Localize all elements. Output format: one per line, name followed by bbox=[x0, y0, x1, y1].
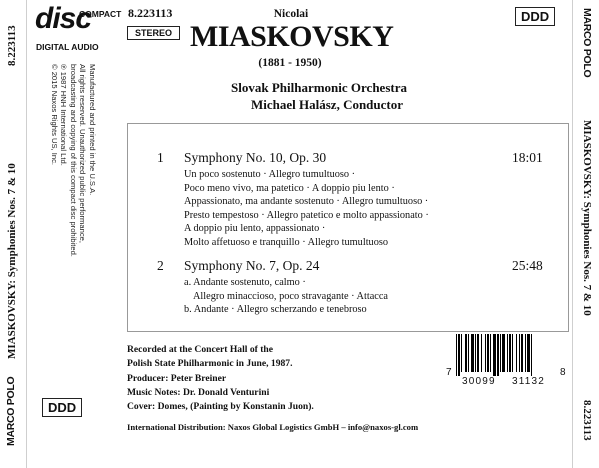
movement-line: Allegro minaccioso, poco stravagante · Attacca bbox=[193, 290, 388, 302]
composer-first-name: Nicolai bbox=[273, 8, 309, 20]
left-spine-label: MARCO POLO bbox=[5, 376, 17, 446]
legal-line: broadcasting and copying of this compact disc prohibited. bbox=[68, 64, 78, 257]
barcode-bar bbox=[502, 334, 505, 372]
right-spine-catalog-number: 8.223113 bbox=[581, 400, 593, 441]
barcode-bar bbox=[477, 334, 479, 372]
credit-line: Cover: Domes, (Painting by Konstanin Juon). bbox=[127, 401, 314, 413]
legal-line: ℗ 1987 HNH International Ltd. bbox=[59, 64, 69, 166]
stereo-label: STEREO bbox=[135, 28, 173, 38]
barcode-bar bbox=[468, 334, 469, 372]
movement-line: Appassionato, ma andante sostenuto · Allegro tumultuoso · bbox=[184, 196, 429, 208]
work-title: Symphony No. 10, Op. 30 bbox=[184, 150, 327, 165]
barcode-bar bbox=[465, 334, 467, 372]
work-duration: 25:48 bbox=[512, 258, 543, 273]
barcode-bar bbox=[485, 334, 486, 372]
barcode-group-2: 31132 bbox=[512, 376, 546, 387]
credits bbox=[127, 343, 314, 414]
left-spine bbox=[0, 0, 27, 468]
movement-line: Molto affetuoso e tranquillo · Allegro tumultuoso bbox=[184, 236, 389, 248]
barcode-bar bbox=[516, 334, 517, 372]
movement-line: Presto tempestoso · Allegro patetico e molto appassionato · bbox=[184, 209, 429, 221]
legal-line: All rights reserved. Unauthorized public performance, bbox=[78, 64, 88, 243]
work-duration: 18:01 bbox=[512, 150, 543, 165]
movement-line: Poco meno vivo, ma patetico · A doppio piu lento · bbox=[184, 182, 395, 194]
footer-ddd-badge bbox=[42, 398, 82, 417]
credit-line: Recorded at the Concert Hall of the bbox=[127, 344, 274, 355]
barcode-bar bbox=[512, 334, 513, 372]
movement-list bbox=[184, 276, 388, 317]
distribution-line: International Distribution: Naxos Global Logistics GmbH – info@naxos-gl.com bbox=[127, 422, 419, 432]
credit-line: Polish State Philharmonic in June, 1987. bbox=[127, 358, 293, 370]
credit-line: Producer: Peter Breiner bbox=[127, 372, 227, 384]
barcode-bars bbox=[454, 334, 566, 376]
barcode-bar bbox=[475, 334, 476, 372]
barcode-bar bbox=[527, 334, 530, 372]
barcode-bar bbox=[493, 334, 496, 376]
right-spine-label: MARCO POLO bbox=[581, 8, 593, 78]
movement-line: Un poco sostenuto · Allegro tumultuoso · bbox=[184, 169, 356, 180]
movement-list bbox=[184, 168, 429, 250]
stereo-badge bbox=[127, 26, 180, 40]
legal-line: © 2015 Naxos Rights US, Inc. bbox=[49, 64, 59, 165]
barcode bbox=[448, 334, 566, 390]
barcode-bar bbox=[456, 334, 457, 376]
barcode-bar bbox=[521, 334, 523, 372]
barcode-group-1: 30099 bbox=[462, 376, 496, 387]
legal-line: Manufactured and printed in the U.S.A. bbox=[88, 64, 97, 196]
logo-compact-text: COMPACT bbox=[79, 9, 122, 19]
right-spine bbox=[572, 0, 599, 468]
barcode-bar bbox=[500, 334, 501, 372]
barcode-bar bbox=[490, 334, 491, 372]
barcode-bar bbox=[471, 334, 474, 372]
composer-last-name: MIASKOVSKY bbox=[190, 20, 394, 53]
composer-dates: (1881 - 1950) bbox=[258, 57, 322, 69]
ddd-badge bbox=[515, 7, 555, 26]
barcode-bar bbox=[519, 334, 520, 372]
footer-ddd-label: DDD bbox=[48, 400, 77, 415]
barcode-bar bbox=[509, 334, 511, 372]
barcode-bar bbox=[497, 334, 499, 376]
movement-line: b. Andante · Allegro scherzando e tenebroso bbox=[184, 304, 367, 316]
barcode-bar bbox=[525, 334, 526, 372]
work-title: Symphony No. 7, Op. 24 bbox=[184, 258, 320, 273]
ddd-label: DDD bbox=[521, 9, 550, 24]
logo-disc-mark: disc bbox=[35, 2, 92, 35]
track-number: 2 bbox=[157, 258, 164, 273]
credit-line: Music Notes: Dr. Donald Venturini bbox=[127, 386, 270, 398]
barcode-bar bbox=[531, 334, 532, 376]
track-number: 1 bbox=[157, 150, 164, 165]
barcode-bar bbox=[487, 334, 489, 372]
compact-disc-logo bbox=[31, 2, 122, 54]
left-spine-title: MIASKOVSKY: Symphonies Nos. 7 & 10 bbox=[6, 163, 18, 359]
barcode-bar bbox=[507, 334, 508, 372]
conductor-name: Michael Halász, Conductor bbox=[251, 97, 404, 112]
legal-notice bbox=[49, 64, 97, 257]
barcode-bar bbox=[461, 334, 462, 372]
barcode-bar bbox=[458, 334, 460, 376]
right-spine-title: MIASKOVSKY: Symphonies Nos. 7 & 10 bbox=[581, 120, 593, 316]
orchestra-name: Slovak Philharmonic Orchestra bbox=[231, 80, 407, 95]
barcode-bar bbox=[481, 334, 482, 372]
logo-digital-audio-text: DIGITAL AUDIO bbox=[36, 42, 99, 52]
movement-line: a. Andante sostenuto, calmo · bbox=[184, 277, 306, 288]
movement-line: A doppio piu lento, appassionato · bbox=[184, 223, 326, 235]
header-catalog-number: 8.223113 bbox=[128, 6, 173, 20]
barcode-left-digit: 7 bbox=[446, 367, 452, 378]
barcode-right-digit: 8 bbox=[560, 367, 566, 378]
left-spine-catalog-number: 8.223113 bbox=[6, 25, 18, 66]
